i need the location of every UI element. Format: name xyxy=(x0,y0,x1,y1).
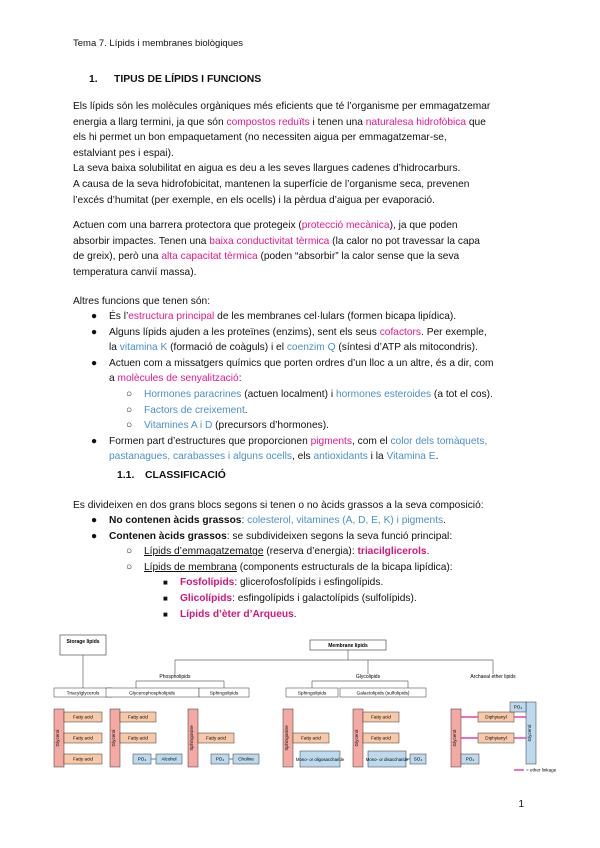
po4-label: PO₄ xyxy=(513,704,523,710)
text-span: (precursors d’hormones). xyxy=(212,420,329,432)
fatty-acid-label: Fatty acid xyxy=(73,735,93,741)
highlight-vitamins-a-d: Vitamines A i D xyxy=(144,420,213,432)
bullet-circle: ○ xyxy=(126,388,133,400)
text-span: : esfingolípids i galactolípids (sulfolípids). xyxy=(232,592,417,604)
text-span: Formen part d’estructures que proporcionen xyxy=(109,435,311,447)
bullet-circle: ○ xyxy=(126,404,133,416)
fatty-acid-label: Fatty acid xyxy=(128,714,148,720)
ether-linkage-label: = ether linkage xyxy=(526,767,557,773)
sphingosine-label: Sphingosine xyxy=(284,725,289,751)
text-line xyxy=(73,249,528,265)
no-fatty-acids-label: No contenen àcids grassos xyxy=(109,515,242,526)
text-line: La seva baixa solubilitat en aigua es deu a les seves llargues cadenes d’hidrocarburs. xyxy=(73,163,461,175)
galactolipids-label: Galactolipids (sulfolipids) xyxy=(356,691,410,697)
list-item xyxy=(91,513,531,529)
highlight-growth-factors: Factors de creixement xyxy=(144,404,245,416)
fatty-acid-label: Fatty acid xyxy=(371,714,391,720)
fatty-acid-label: Fatty acid xyxy=(128,735,148,741)
text-span: que xyxy=(466,116,486,128)
highlight-steroid-hormones: hormones esteroides xyxy=(335,388,432,400)
po4-label: PO₄ xyxy=(465,756,475,762)
phospholipids-label: Phospholipids xyxy=(159,674,191,680)
so4-label: SO₄ xyxy=(413,756,423,762)
text-span: de greix), però una xyxy=(73,251,162,263)
text-span: (reserva d’energia): xyxy=(263,546,358,558)
fatty-acid-label: Fatty acid xyxy=(73,714,93,720)
triacylglycerols-label: Triacylglycerols xyxy=(66,691,100,697)
sphingolipids-label: Sphingolipids xyxy=(209,691,239,697)
text-line: l’excés d’humitat (per exemple, en els ocells) i la pèrdua d’aigua per evaporació. xyxy=(73,194,435,206)
glycerophospholipids-label: Glycerophospholipids xyxy=(129,691,175,697)
bullet-circle: ○ xyxy=(126,546,133,558)
highlight-mechanical-protection: protecció mecànica xyxy=(301,220,390,231)
bullet-disc: ● xyxy=(91,530,98,542)
bullet-circle: ○ xyxy=(126,561,133,573)
page-number: 1 xyxy=(518,799,524,810)
text-line: estalviant pes i espai). xyxy=(73,147,174,159)
highlight-reduced-compounds: compostos reduïts xyxy=(226,116,310,128)
list-subsubitem xyxy=(91,607,531,623)
membrane-lipids-label: Membrane lipids xyxy=(328,643,368,649)
list-subsubitem xyxy=(91,575,531,591)
list-subitem xyxy=(91,387,531,403)
bullet-circle: ○ xyxy=(126,420,133,432)
text-span: . xyxy=(443,515,446,526)
text-span: : xyxy=(241,515,248,526)
text-span: (actuen localment) i xyxy=(241,388,336,400)
text-span: . xyxy=(435,451,439,463)
glycolipids-label: Glycolipids xyxy=(355,674,381,680)
text-span: de les membranes cel·lulars (formen bicapa lipídica). xyxy=(214,311,457,322)
text-line xyxy=(73,234,528,250)
po4-label: PO₄ xyxy=(215,756,225,762)
bullet-square: ■ xyxy=(163,593,168,603)
highlight-thermal-capacity: alta capacitat tèrmica xyxy=(161,251,258,263)
text-line: temperatura canvií massa). xyxy=(73,266,197,278)
section-heading-1 xyxy=(89,74,261,85)
text-span: Alguns lípids ajuden a les proteïnes (enzims), sent els seus xyxy=(109,326,380,338)
glycerol-label: Glycerol xyxy=(527,724,532,742)
bullet-disc: ● xyxy=(91,435,98,447)
highlight-tomato-color: color dels tomàquets, xyxy=(390,435,488,447)
fatty-acids-label: Contenen àcids grassos xyxy=(109,530,227,542)
glycerol-label: Glycerol xyxy=(111,729,116,747)
page-header: Tema 7. Lípids i membranes biològiques xyxy=(73,38,244,49)
tree-lines xyxy=(83,650,493,688)
functions-list xyxy=(91,309,531,465)
text-span: . xyxy=(426,546,430,558)
text-span: , els xyxy=(291,451,314,463)
list-item xyxy=(91,325,531,356)
text-span: : glicerofosfolípids i esfingolípids. xyxy=(234,577,384,589)
section-number: 1. xyxy=(89,74,98,85)
paragraph-protection xyxy=(73,218,528,280)
text-span: Actuen com una barrera protectora que protegeix ( xyxy=(73,220,302,231)
list-subitem xyxy=(91,418,531,434)
glycerol-label: Glycerol xyxy=(452,729,457,747)
text-span: energia a llarg termini, ja que són xyxy=(73,116,227,128)
po4-label: PO₄ xyxy=(137,756,147,762)
text-span: Actuen com a missatgers químics que porten ordres d’un lloc a un altre, és a dir, com xyxy=(109,357,494,369)
text-line: A causa de la seva hidrofobicitat, mantenen la superfície de l’organisme seca, prevenen xyxy=(73,178,470,190)
highlight-paracrine-hormones: Hormones paracrines xyxy=(144,388,242,400)
bullet-disc: ● xyxy=(91,326,98,338)
text-span: ), ja que poden xyxy=(389,220,458,231)
classification-list xyxy=(91,513,531,622)
highlight-cofactors: cofactors xyxy=(379,326,422,338)
highlight-archaeal-ether-lipids: Lípids d’èter d’Arqueus xyxy=(180,608,294,620)
fatty-acid-label: Fatty acid xyxy=(206,735,226,741)
bullet-square: ■ xyxy=(163,609,168,619)
text-span: la xyxy=(109,342,120,354)
highlight-triacylglycerols: triacilglicerols xyxy=(357,546,427,558)
text-span: És l’ xyxy=(109,311,129,322)
highlight-pigments: pigments xyxy=(310,435,352,447)
text-span: : se subdivideixen segons la seva funció principal: xyxy=(226,530,453,542)
text-line: Els lípids són les molècules orgàniques més eficients que té l’organisme per emmagatzemar xyxy=(73,101,491,112)
mono-oligo-label: Mono- or oligosaccharide xyxy=(295,757,345,762)
text-span: absorbir impactes. Tenen una xyxy=(73,235,210,247)
list-item xyxy=(91,529,531,545)
paragraph-intro xyxy=(73,99,528,208)
section-heading-1-1 xyxy=(117,470,226,481)
text-span: (síntesi d’ATP als mitocondris). xyxy=(335,342,478,354)
highlight-no-fatty-acid-examples: colesterol, vitamines (A, D, E, K) i pigments xyxy=(247,515,444,526)
archaeal-label: Archaeal ether lipids xyxy=(470,674,516,680)
list-subitem xyxy=(91,560,531,576)
text-span: : xyxy=(238,373,242,385)
glycerol-label: Glycerol xyxy=(55,729,60,747)
list-item xyxy=(91,309,531,325)
fatty-acid-label: Fatty acid xyxy=(73,756,93,762)
fatty-acid-label: Fatty acid xyxy=(371,735,391,741)
highlight-thermal-conductivity: baixa conductivitat tèrmica xyxy=(209,235,330,247)
storage-lipids-label: Storage lipids xyxy=(66,639,100,645)
bullet-square: ■ xyxy=(163,578,168,588)
text-line xyxy=(73,218,528,234)
sphingosine-label: Sphingosine xyxy=(189,725,194,751)
diphytanyl-label: Diphytanyl xyxy=(485,714,507,720)
bullet-disc: ● xyxy=(91,311,98,322)
section-title: CLASSIFICACIÓ xyxy=(145,470,226,481)
highlight-glycolipids: Glicolípids xyxy=(180,592,233,604)
text-span: (a tot el cos). xyxy=(431,388,493,400)
list-item xyxy=(91,434,531,465)
alcohol-label: Alcohol xyxy=(161,756,177,762)
highlight-carrots-birds: pastanagues, carabasses i alguns ocells xyxy=(109,451,292,463)
text-span: . Per exemple, xyxy=(421,326,487,338)
highlight-main-structure: estructura principal xyxy=(128,311,215,322)
highlight-phospholipids: Fosfolípids xyxy=(180,577,235,589)
highlight-vitamin-k: vitamina K xyxy=(119,342,168,354)
text-span: , com el xyxy=(351,435,391,447)
sphingolipids-glyco-label: Sphingolipids xyxy=(297,691,327,697)
storage-lipids-box xyxy=(60,635,106,655)
text-span: i tenen una xyxy=(309,116,366,128)
paragraph-other-functions: Altres funcions que tenen són: xyxy=(73,296,211,307)
highlight-signaling-molecules: molècules de senyalització xyxy=(117,373,239,385)
list-item xyxy=(91,356,531,387)
list-subitem xyxy=(91,544,531,560)
text-span: i la xyxy=(367,451,387,463)
glycerol-label: Glycerol xyxy=(354,729,359,747)
bullet-disc: ● xyxy=(91,515,98,526)
list-subitem xyxy=(91,403,531,419)
lipid-classification-diagram xyxy=(48,630,568,780)
highlight-antioxidants: antioxidants xyxy=(313,451,368,463)
membrane-lipids-label: Lípids de membrana xyxy=(144,561,237,573)
highlight-hydrophobic: naturalesa hidrofòbica xyxy=(365,116,467,128)
text-span: (poden “absorbir” la calor sense que la seva xyxy=(257,251,460,263)
text-span: a xyxy=(109,373,118,385)
storage-lipids-label: Lípids d’emmagatzematge xyxy=(144,546,264,558)
section-number: 1.1. xyxy=(117,470,135,481)
text-span: (la calor no pot travessar la capa xyxy=(329,235,480,247)
text-line: els hi permet un bon empaquetament (no necessiten aigua per emmagatzemar-se, xyxy=(73,132,447,144)
highlight-vitamin-e: Vitamina E xyxy=(386,451,436,463)
bullet-disc: ● xyxy=(91,357,98,369)
choline-label: Choline xyxy=(238,756,254,762)
text-span: (formació de coàguls) i el xyxy=(167,342,287,354)
list-subsubitem xyxy=(91,591,531,607)
section-title: TIPUS DE LÍPIDS I FUNCIONS xyxy=(114,74,262,85)
diphytanyl-label: Diphytanyl xyxy=(485,735,507,741)
paragraph-classification: Es divideixen en dos grans blocs segons si tenen o no àcids grassos a la seva composició: xyxy=(73,500,484,511)
mono-di-label: Mono- or disaccharide xyxy=(365,757,409,762)
highlight-coenzyme-q: coenzim Q xyxy=(286,342,336,354)
fatty-acid-label: Fatty acid xyxy=(301,735,321,741)
text-span: . xyxy=(293,608,297,620)
text-span: . xyxy=(244,404,248,416)
text-line xyxy=(73,115,528,131)
text-span: (components estructurals de la bicapa lipídica): xyxy=(236,561,453,573)
